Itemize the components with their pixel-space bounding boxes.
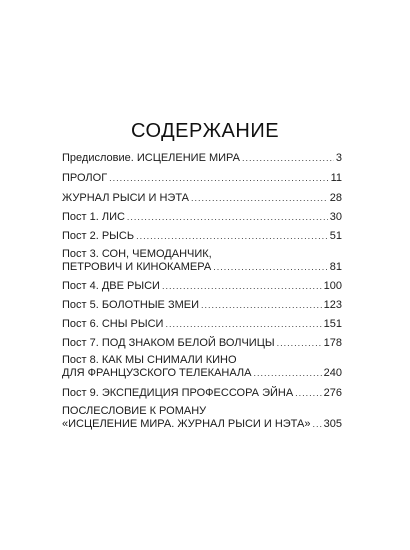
toc-page-number: 11 [330, 172, 342, 184]
toc-entry-row [62, 152, 342, 165]
toc-page-number: 51 [329, 230, 342, 242]
toc-page-number: 240 [323, 367, 342, 379]
toc-entry [62, 211, 342, 224]
toc-entry [62, 299, 342, 312]
toc-leader-dots [191, 192, 328, 205]
toc-leader-dots [295, 387, 321, 400]
toc-entry-row [62, 261, 342, 274]
toc-page-number: 276 [323, 387, 342, 399]
toc-entry [62, 318, 342, 331]
toc-entry [62, 354, 342, 380]
toc-leader-dots [165, 318, 321, 331]
toc-entry-row [62, 337, 342, 350]
toc-entry-row [62, 318, 342, 331]
toc-entry [62, 337, 342, 350]
toc-entry-title: Пост 7. ПОД ЗНАКОМ БЕЛОЙ ВОЛЧИЦЫ [62, 337, 275, 349]
toc-entry [62, 280, 342, 293]
toc-entry-title: Пост 1. ЛИС [62, 211, 125, 223]
toc-leader-dots [127, 211, 328, 224]
toc-entry-title: Предисловие. ИСЦЕЛЕНИЕ МИРА [62, 152, 240, 164]
toc-entry-title: ЖУРНАЛ РЫСИ И НЭТА [62, 192, 190, 204]
toc-leader-dots [201, 299, 322, 312]
toc-entry-row [62, 280, 342, 293]
toc-entry [62, 230, 342, 243]
toc-entry-row [62, 418, 342, 431]
toc-entry [62, 248, 342, 274]
toc-entry-row [62, 299, 342, 312]
toc-entry-title-line1: ПОСЛЕСЛОВИЕ К РОМАНУ [62, 405, 207, 417]
toc-entry [62, 172, 342, 185]
toc-page-number: 28 [329, 192, 342, 204]
toc-leader-dots [162, 280, 322, 293]
toc-entry-row [62, 192, 342, 205]
toc-entry-title: Пост 9. ЭКСПЕДИЦИЯ ПРОФЕССОРА ЭЙНА [62, 387, 294, 399]
toc-entry-title: Пост 2. РЫСЬ [62, 230, 135, 242]
toc-entry-row [62, 230, 342, 243]
toc-entry-title: Пост 4. ДВЕ РЫСИ [62, 280, 160, 292]
toc-entry-title: ДЛЯ ФРАНЦУЗСКОГО ТЕЛЕКАНАЛА [62, 367, 252, 379]
toc-entry [62, 152, 342, 165]
toc-entry-title: «ИСЦЕЛЕНИЕ МИРА. ЖУРНАЛ РЫСИ И НЭТА» [62, 418, 311, 430]
toc-entry-row [62, 172, 342, 185]
toc-entry-title: ПЕТРОВИЧ И КИНОКАМЕРА [62, 261, 212, 273]
toc-entry-row [62, 367, 342, 380]
toc-page-number: 178 [323, 337, 342, 349]
toc-page-number: 81 [329, 261, 342, 273]
toc-entry-title: ПРОЛОГ [62, 172, 108, 184]
toc-page-number: 123 [323, 299, 342, 311]
toc-page-number: 151 [323, 318, 342, 330]
toc-entry-row [62, 387, 342, 400]
toc-leader-dots [242, 152, 334, 165]
toc-entry [62, 387, 342, 400]
toc-entry [62, 192, 342, 205]
toc-entry [62, 405, 342, 431]
toc-leader-dots [109, 172, 328, 185]
toc-leader-dots [136, 230, 328, 243]
toc-entry-title: Пост 6. СНЫ РЫСИ [62, 318, 164, 330]
toc-entry-row [62, 211, 342, 224]
toc-entry-title: Пост 5. БОЛОТНЫЕ ЗМЕИ [62, 299, 199, 311]
toc-entry-title-line1: Пост 3. СОН, ЧЕМОДАНЧИК, [62, 248, 212, 260]
toc-entry-title-line1: Пост 8. КАК МЫ СНИМАЛИ КИНО [62, 354, 237, 366]
toc-page-number: 100 [323, 280, 342, 292]
toc-title: СОДЕРЖАНИЕ [130, 120, 280, 142]
toc-leader-dots [312, 418, 321, 431]
toc-page-number: 3 [335, 152, 342, 164]
toc-page-number: 305 [323, 418, 342, 430]
toc-leader-dots [277, 337, 322, 350]
toc-page-number: 30 [329, 211, 342, 223]
toc-leader-dots [213, 261, 328, 274]
toc-leader-dots [254, 367, 322, 380]
